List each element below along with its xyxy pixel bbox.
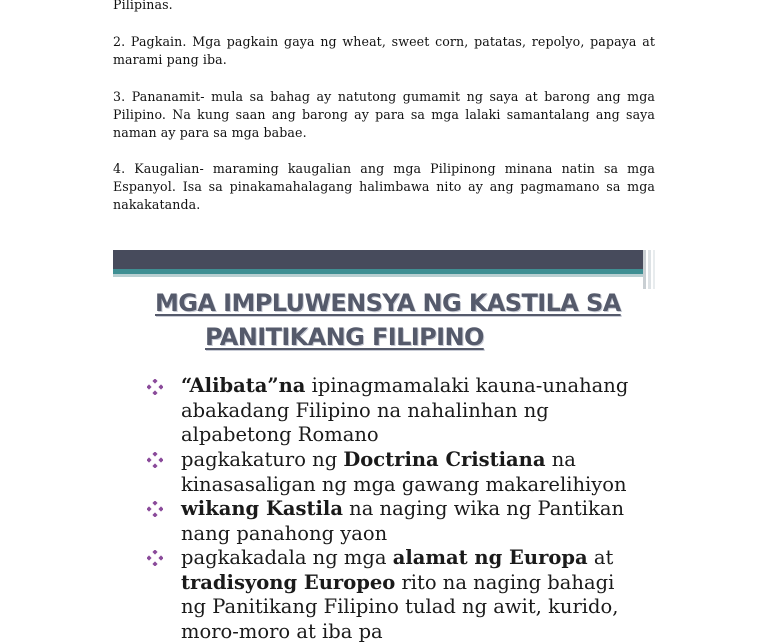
bullet-text-segment: ng Panitikang Filipino tulad ng awit, kurido,: [181, 595, 619, 618]
bullet-text-segment: nang panahong yaon: [181, 521, 388, 545]
bullet-item: [181, 497, 651, 546]
bullet-bold-text: tradisyong Europeo: [181, 570, 396, 594]
bullet-item: [181, 374, 651, 448]
diamond-bullet-icon: [147, 501, 163, 517]
paragraph-kaugalian: 4. Kaugalian- maraming kaugalian ang mga Pilipinong minana natin sa mga Espanyol. Isa sa pinakamahalagang halimbawa nito ay ang pagmamano sa mga nakakatanda.: [113, 161, 655, 212]
paragraph-pilipinas: Pilipinas.: [113, 0, 173, 12]
bullet-item: [181, 448, 651, 497]
bullet-bold-text: Doctrina Cristiana: [343, 448, 546, 471]
banner-edge-stripe: [648, 250, 651, 289]
bullet-text-segment: na naging wika ng Pantikan: [342, 497, 625, 520]
banner-dark-bar: [113, 250, 643, 269]
banner-edge-stripe: [643, 250, 646, 289]
bullet-text-segment: pagkakaturo ng: [181, 448, 344, 471]
bullet-text-segment: abakadang Filipino na nahalinhan ng: [181, 398, 549, 422]
bullet-text-segment: na: [545, 448, 576, 471]
bullet-text-segment: pagkakadala ng mga: [181, 546, 393, 569]
diamond-bullet-icon: [147, 550, 163, 566]
bullet-text-segment: moro-moro at iba pa: [181, 619, 383, 643]
bullet-text-segment: kinasasaligan ng mga gawang makarelihiyon: [181, 472, 627, 496]
bullet-text-segment: at: [587, 546, 614, 569]
paragraph-pananamit: 3. Pananamit- mula sa bahag ay natutong gumamit ng saya at barong ang mga Pilipino. Na kung saan ang barong ay para sa mga lalaki samantalang ang saya naman ay para sa mga babae.: [113, 89, 655, 140]
bullet-item: [181, 546, 651, 644]
bullet-text-segment: rito na naging bahagi: [395, 570, 615, 594]
bullet-bold-text: alamat ng Europa: [392, 546, 588, 569]
bullet-bold-text: wikang Kastila: [181, 497, 343, 520]
bullet-text-segment: ipinagmamalaki kauna-unahang: [305, 374, 629, 397]
slide-title-line-1: MGA IMPLUWENSYA NG KASTILA SA: [155, 289, 621, 317]
diamond-bullet-icon: [147, 452, 163, 468]
diamond-bullet-icon: [147, 379, 163, 395]
paragraph-pagkain: 2. Pagkain. Mga pagkain gaya ng wheat, sweet corn, patatas, repolyo, papaya at marami pang iba.: [113, 34, 655, 67]
banner-edge-stripe: [653, 250, 655, 289]
banner-light-bar: [113, 274, 643, 277]
bullet-text-segment: alpabetong Romano: [181, 423, 379, 446]
bullet-bold-text: “Alibata”na: [181, 374, 306, 397]
slide-title-line-2: PANITIKANG FILIPINO: [205, 323, 484, 351]
